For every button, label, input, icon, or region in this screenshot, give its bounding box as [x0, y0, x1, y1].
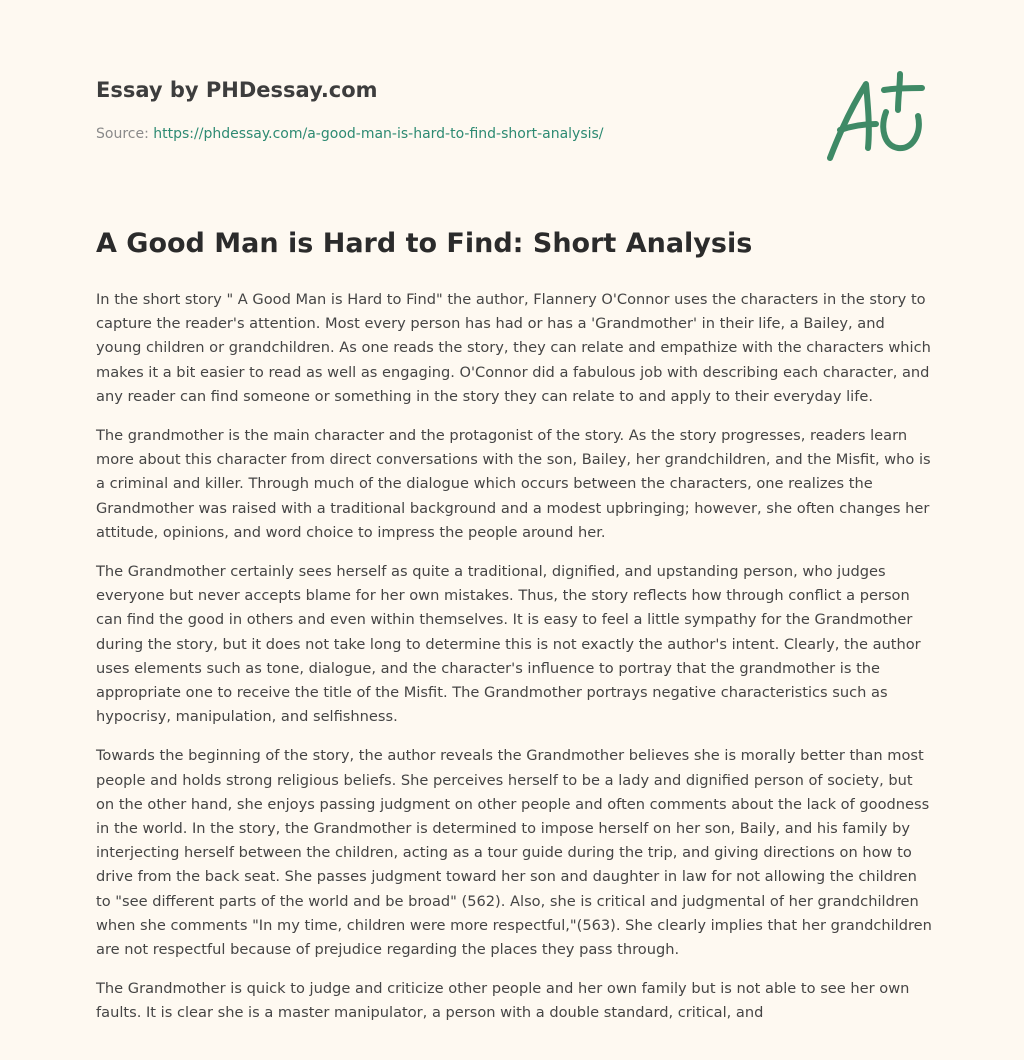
source-line [96, 124, 796, 144]
source-label: Source: [96, 126, 149, 142]
site-title: Essay by PHDessay.com [96, 78, 378, 102]
paragraph: The grandmother is the main character and the protagonist of the story. As the story progresses, readers learn more about this character from direct conversations with the son, Bailey, her grandchildren, and the Misfit, who is a criminal and killer. Through much of the dialogue which occurs between the characters, one realizes the Grandmother was raised with a traditional background and a modest upbringing; however, she often changes her attitude, opinions, and word choice to impress the people around her. [96, 427, 931, 541]
paragraph: In the short story " A Good Man is Hard to Find" the author, Flannery O'Connor uses the characters in the story to capture the reader's attention. Most every person has had or has a 'Grandmother' in their life, a Bailey, and young children or grandchildren. As one reads the story, they can relate and empathize with the characters which makes it a bit easier to read as well as engaging. O'Connor did a fabulous job with describing each character, and any reader can find someone or something in the story they can relate to and apply to their everyday life. [96, 291, 931, 405]
page-header [96, 76, 796, 144]
paragraph: The Grandmother is quick to judge and criticize other people and her own family but is not able to see her own faults. It is clear she is a master manipulator, a person with a double standard, critical, and [96, 980, 910, 1022]
article-body [96, 288, 932, 1041]
a-plus-logo-icon [818, 66, 930, 166]
paragraph: The Grandmother certainly sees herself as quite a traditional, dignified, and upstanding person, who judges everyone but never accepts blame for her own mistakes. Thus, the story reflects how through conflict a person can find the good in others and even within themselves. It is easy to feel a little sympathy for the Grandmother during the story, but it does not take long to determine this is not exactly the author's intent. Clearly, the author uses elements such as tone, dialogue, and the character's influence to portray that the grandmother is the appropriate one to receive the title of the Misfit. The Grandmother portrays negative characteristics such as hypocrisy, manipulation, and selfishness. [96, 563, 921, 726]
source-link[interactable]: https://phdessay.com/a-good-man-is-hard-to-find-short-analysis/ [153, 126, 604, 142]
article-title: A Good Man is Hard to Find: Short Analysis [96, 228, 753, 259]
paragraph: Towards the beginning of the story, the author reveals the Grandmother believes she is morally better than most people and holds strong religious beliefs. She perceives herself to be a lady and dignified person of society, but on the other hand, she enjoys passing judgment on other people and often comments about the lack of goodness in the world. In the story, the Grandmother is determined to impose herself on her son, Baily, and his family by interjecting herself between the children, acting as a tour guide during the trip, and giving directions on how to drive from the back seat. She passes judgment toward her son and daughter in law for not allowing the children to "see different parts of the world and be broad" (562). Also, she is critical and judgmental of her grandchildren when she comments "In my time, children were more respectful,"(563). She clearly implies that her grandchildren are not respectful because of prejudice regarding the places they pass through. [96, 747, 932, 959]
